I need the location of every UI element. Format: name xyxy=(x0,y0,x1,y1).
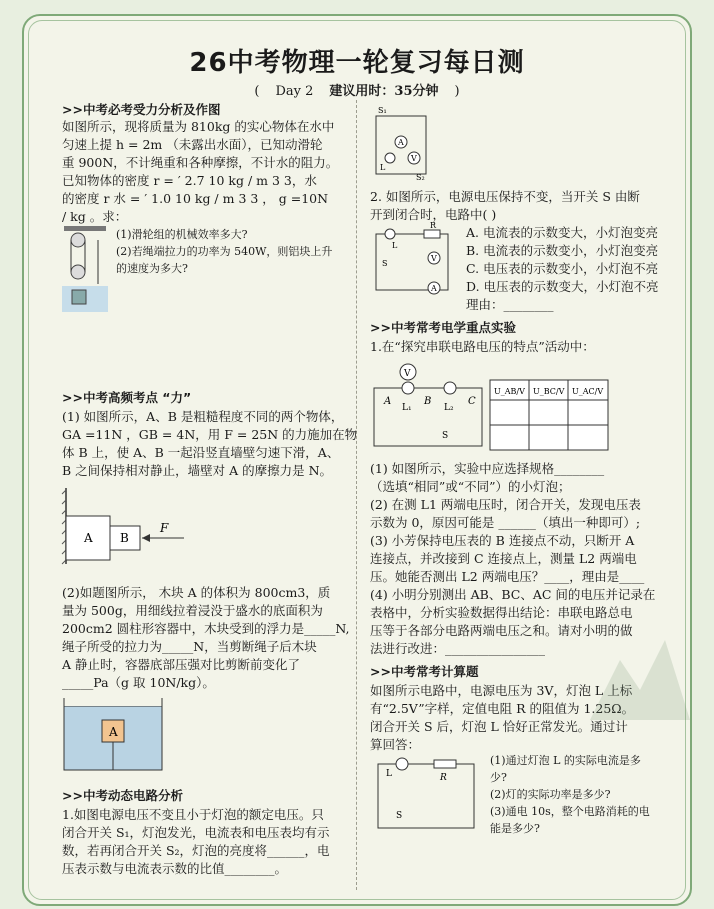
text-line: (2) 在测 L1 两端电压时，闭合开关，发现电压表 xyxy=(370,497,641,512)
text-line: 1.如图电源电压不变且小于灯泡的额定电压。只 xyxy=(62,807,324,822)
force-questions xyxy=(116,226,332,277)
switch-s1-label: S₁ xyxy=(378,106,387,115)
subtitle-time: 建议用时：35分钟 xyxy=(329,84,439,99)
text-line: 法进行改进：________________ xyxy=(370,641,546,656)
circuit-wire xyxy=(378,764,474,828)
block xyxy=(72,290,86,304)
question-1: (1)通过灯泡 L 的实际电流是多 xyxy=(490,754,641,767)
text-line: 如图所示，现将质量为 810kg 的实心物体在水中 xyxy=(62,119,335,134)
calc-circuit xyxy=(372,752,482,832)
voltmeter-label: V xyxy=(404,369,411,379)
question-1-cont: 少? xyxy=(490,771,507,784)
voltmeter-label: V xyxy=(411,154,417,163)
wall-blocks-diagram xyxy=(62,486,192,566)
section-head-experiment: >>中考常考电学重点实验 xyxy=(370,320,516,335)
arrow-head xyxy=(142,534,150,542)
circuit-2 xyxy=(372,221,458,298)
text-line: B 之间保持相对静止，墙壁对 A 的摩擦力是 N。 xyxy=(62,463,333,478)
resistor-label: R xyxy=(430,221,437,230)
option-c: C. 电压表的示数变小，小灯泡不亮 xyxy=(466,261,659,276)
lamp-l1-label: L₁ xyxy=(402,403,412,413)
lamp-icon xyxy=(396,758,408,770)
text-line: 有“2.5V”字样，定值电阻 R 的阻值为 1.25Ω。 xyxy=(370,701,635,716)
reason-blank: 理由：________ xyxy=(466,297,554,312)
text-line: 重 900N，不计绳重和各种摩擦，不计水的阻力。 xyxy=(62,155,339,170)
q2-options xyxy=(466,224,659,314)
label-b: B xyxy=(120,531,129,545)
switch-label: S xyxy=(396,811,403,821)
ammeter-label: A xyxy=(431,284,437,293)
text-line: 的密度 r 水 = ′ 1.0 10 kg / m 3 3 ， g =10N xyxy=(62,191,329,206)
section-head-force: >>中考必考受力分析及作图 xyxy=(62,102,221,117)
ammeter-label: A xyxy=(398,138,404,147)
lamp-label: L xyxy=(386,769,392,779)
text-line: 2. 如图所示，电源电压保持不变，当开关 S 由断 xyxy=(370,189,640,204)
section-head-force-topic: >>中考高频考点 “力” xyxy=(62,390,192,405)
section-head-dynamic: >>中考动态电路分析 xyxy=(62,788,183,803)
lamp-label: L xyxy=(380,163,386,172)
text-line: _____Pa（g 取 10N/kg）。 xyxy=(62,675,215,690)
text-line: 算回答： xyxy=(370,737,421,752)
moving-pulley xyxy=(71,265,85,279)
lamp-l2-icon xyxy=(444,382,456,394)
text-line: (2)如题图所示， 木块 A 的体积为 800cm3，质 xyxy=(62,585,331,600)
question-3-cont: 能是多少? xyxy=(490,822,540,835)
table-header: U_BC/V xyxy=(533,387,565,396)
question-2: (2)灯的实际功率是多少? xyxy=(490,788,611,801)
text-line: 开到闭合时，电路中( ) xyxy=(370,207,497,222)
subtitle-open: ( xyxy=(254,84,260,99)
text-line: 如图所示电路中，电源电压为 3V，灯泡 L 上标 xyxy=(370,683,633,698)
fixed-pulley xyxy=(71,233,85,247)
table-header: U_AC/V xyxy=(572,387,604,396)
block-label: A xyxy=(109,725,118,739)
label-f: F xyxy=(160,521,169,535)
data-table xyxy=(490,380,610,450)
point-a: A xyxy=(384,396,392,407)
resistor xyxy=(424,230,440,238)
page-subtitle xyxy=(0,80,714,99)
text-line: 已知物体的密度 r = ′ 2.7 10 kg / m 3 3，水 xyxy=(62,173,317,188)
text-line: 压。她能否测出 L2 两端电压？____，理由是____ xyxy=(370,569,645,584)
text-line: （选填“相同”或“不同”）的小灯泡； xyxy=(370,479,571,494)
label-a: A xyxy=(84,531,93,545)
air-gap xyxy=(64,698,162,706)
section-force-text xyxy=(62,118,338,226)
dynamic-text xyxy=(62,806,330,878)
text-line: 压等于各部分电路两端电压之和。请对小明的做 xyxy=(370,623,633,638)
text-line: 连接点，并改接到 C 连接点上，测量 L2 两端电 xyxy=(370,551,637,566)
text-line: 闭合开关 S 后，灯泡 L 恰好正常发光。通过计 xyxy=(370,719,628,734)
text-line: 压表示数与电流表示数的比值________。 xyxy=(62,861,288,876)
text-line: 200cm2 圆柱形容器中，木块受到的浮力是_____N, xyxy=(62,621,350,636)
container-diagram xyxy=(62,696,166,772)
question-2-cont: 的速度为多大? xyxy=(116,262,188,275)
point-c: C xyxy=(468,396,476,407)
pulley-diagram xyxy=(62,224,108,312)
resistor xyxy=(434,760,456,768)
option-a: A. 电流表的示数变大，小灯泡变亮 xyxy=(466,225,658,240)
voltmeter-label: V xyxy=(431,254,437,263)
circuit-1 xyxy=(370,104,432,182)
text-line: 体 B 上，使 A、B 一起沿竖直墙壁匀速下滑，A、 xyxy=(62,445,340,460)
option-b: B. 电流表的示数变小，小灯泡变亮 xyxy=(466,243,659,258)
lamp-l1-icon xyxy=(402,382,414,394)
q2-text xyxy=(370,188,640,224)
text-line: 数，若再闭合开关 S₂，灯泡的亮度将______，电 xyxy=(62,843,330,858)
series-circuit xyxy=(370,358,486,452)
buoyancy-text xyxy=(62,584,350,692)
calc-questions xyxy=(490,752,650,837)
text-line: 绳子所受的拉力为_____N，当剪断绳子后木块 xyxy=(62,639,317,654)
text-line: 匀速上提 h = 2m （未露出水面），已知动滑轮 xyxy=(62,137,323,152)
option-d: D. 电压表的示数变大，小灯泡不亮 xyxy=(466,279,659,294)
lamp-label: L xyxy=(392,241,398,250)
resistor-label: R xyxy=(440,773,447,783)
text-line: 量为 500g，用细线拉着浸没于盛水的底面积为 xyxy=(62,603,323,618)
text-line: / kg 。求： xyxy=(62,209,128,224)
text-line: 示数为 0，原因可能是 ______（填出一种即可）; xyxy=(370,515,641,530)
text-line: (1) 如图所示，实验中应选择规格________ xyxy=(370,461,605,476)
switch-s2-label: S₂ xyxy=(416,173,425,182)
question-2: (2)若绳端拉力的功率为 540W，则铝块上升 xyxy=(116,245,333,258)
column-divider xyxy=(356,100,357,890)
text-line: GA =11N ，GB = 4N，用 F = 25N 的力施加在物 xyxy=(62,427,358,442)
force-topic-text xyxy=(62,408,357,480)
question-3: (3)通电 10s，整个电路消耗的电 xyxy=(490,805,650,818)
switch-label: S xyxy=(442,431,449,441)
ceiling xyxy=(64,226,106,231)
switch-label: S xyxy=(382,259,388,268)
point-b: B xyxy=(424,396,432,407)
section-head-calc: >>中考常考计算题 xyxy=(370,664,479,679)
lamp-icon xyxy=(385,229,395,239)
text-line: 表格中，分析实验数据得出结论：串联电路总电 xyxy=(370,605,633,620)
text-line: 闭合开关 S₁，灯泡发光，电流表和电压表均有示 xyxy=(62,825,330,840)
question-1: (1)滑轮组的机械效率多大? xyxy=(116,228,248,241)
text-line: (1) 如图所示，A、B 是粗糙程度不同的两个物体， xyxy=(62,409,344,424)
text-line: (4) 小明分别测出 AB、BC、AC 间的电压并记录在 xyxy=(370,587,656,602)
text-line: A 静止时，容器底部压强对比剪断前变化了 xyxy=(62,657,301,672)
mountain-watermark xyxy=(590,600,690,720)
lamp-icon xyxy=(385,153,395,163)
table-header: U_AB/V xyxy=(494,387,525,396)
experiment-intro: 1.在“探究串联电路电压的特点”活动中： xyxy=(370,339,595,354)
subtitle-close: ) xyxy=(454,84,460,99)
subtitle-day: Day 2 xyxy=(275,84,314,99)
text-line: (3) 小芳保持电压表的 B 连接点不动，只断开 A xyxy=(370,533,635,548)
lamp-l2-label: L₂ xyxy=(444,403,454,413)
page-title: 26中考物理一轮复习每日测 xyxy=(189,48,525,78)
